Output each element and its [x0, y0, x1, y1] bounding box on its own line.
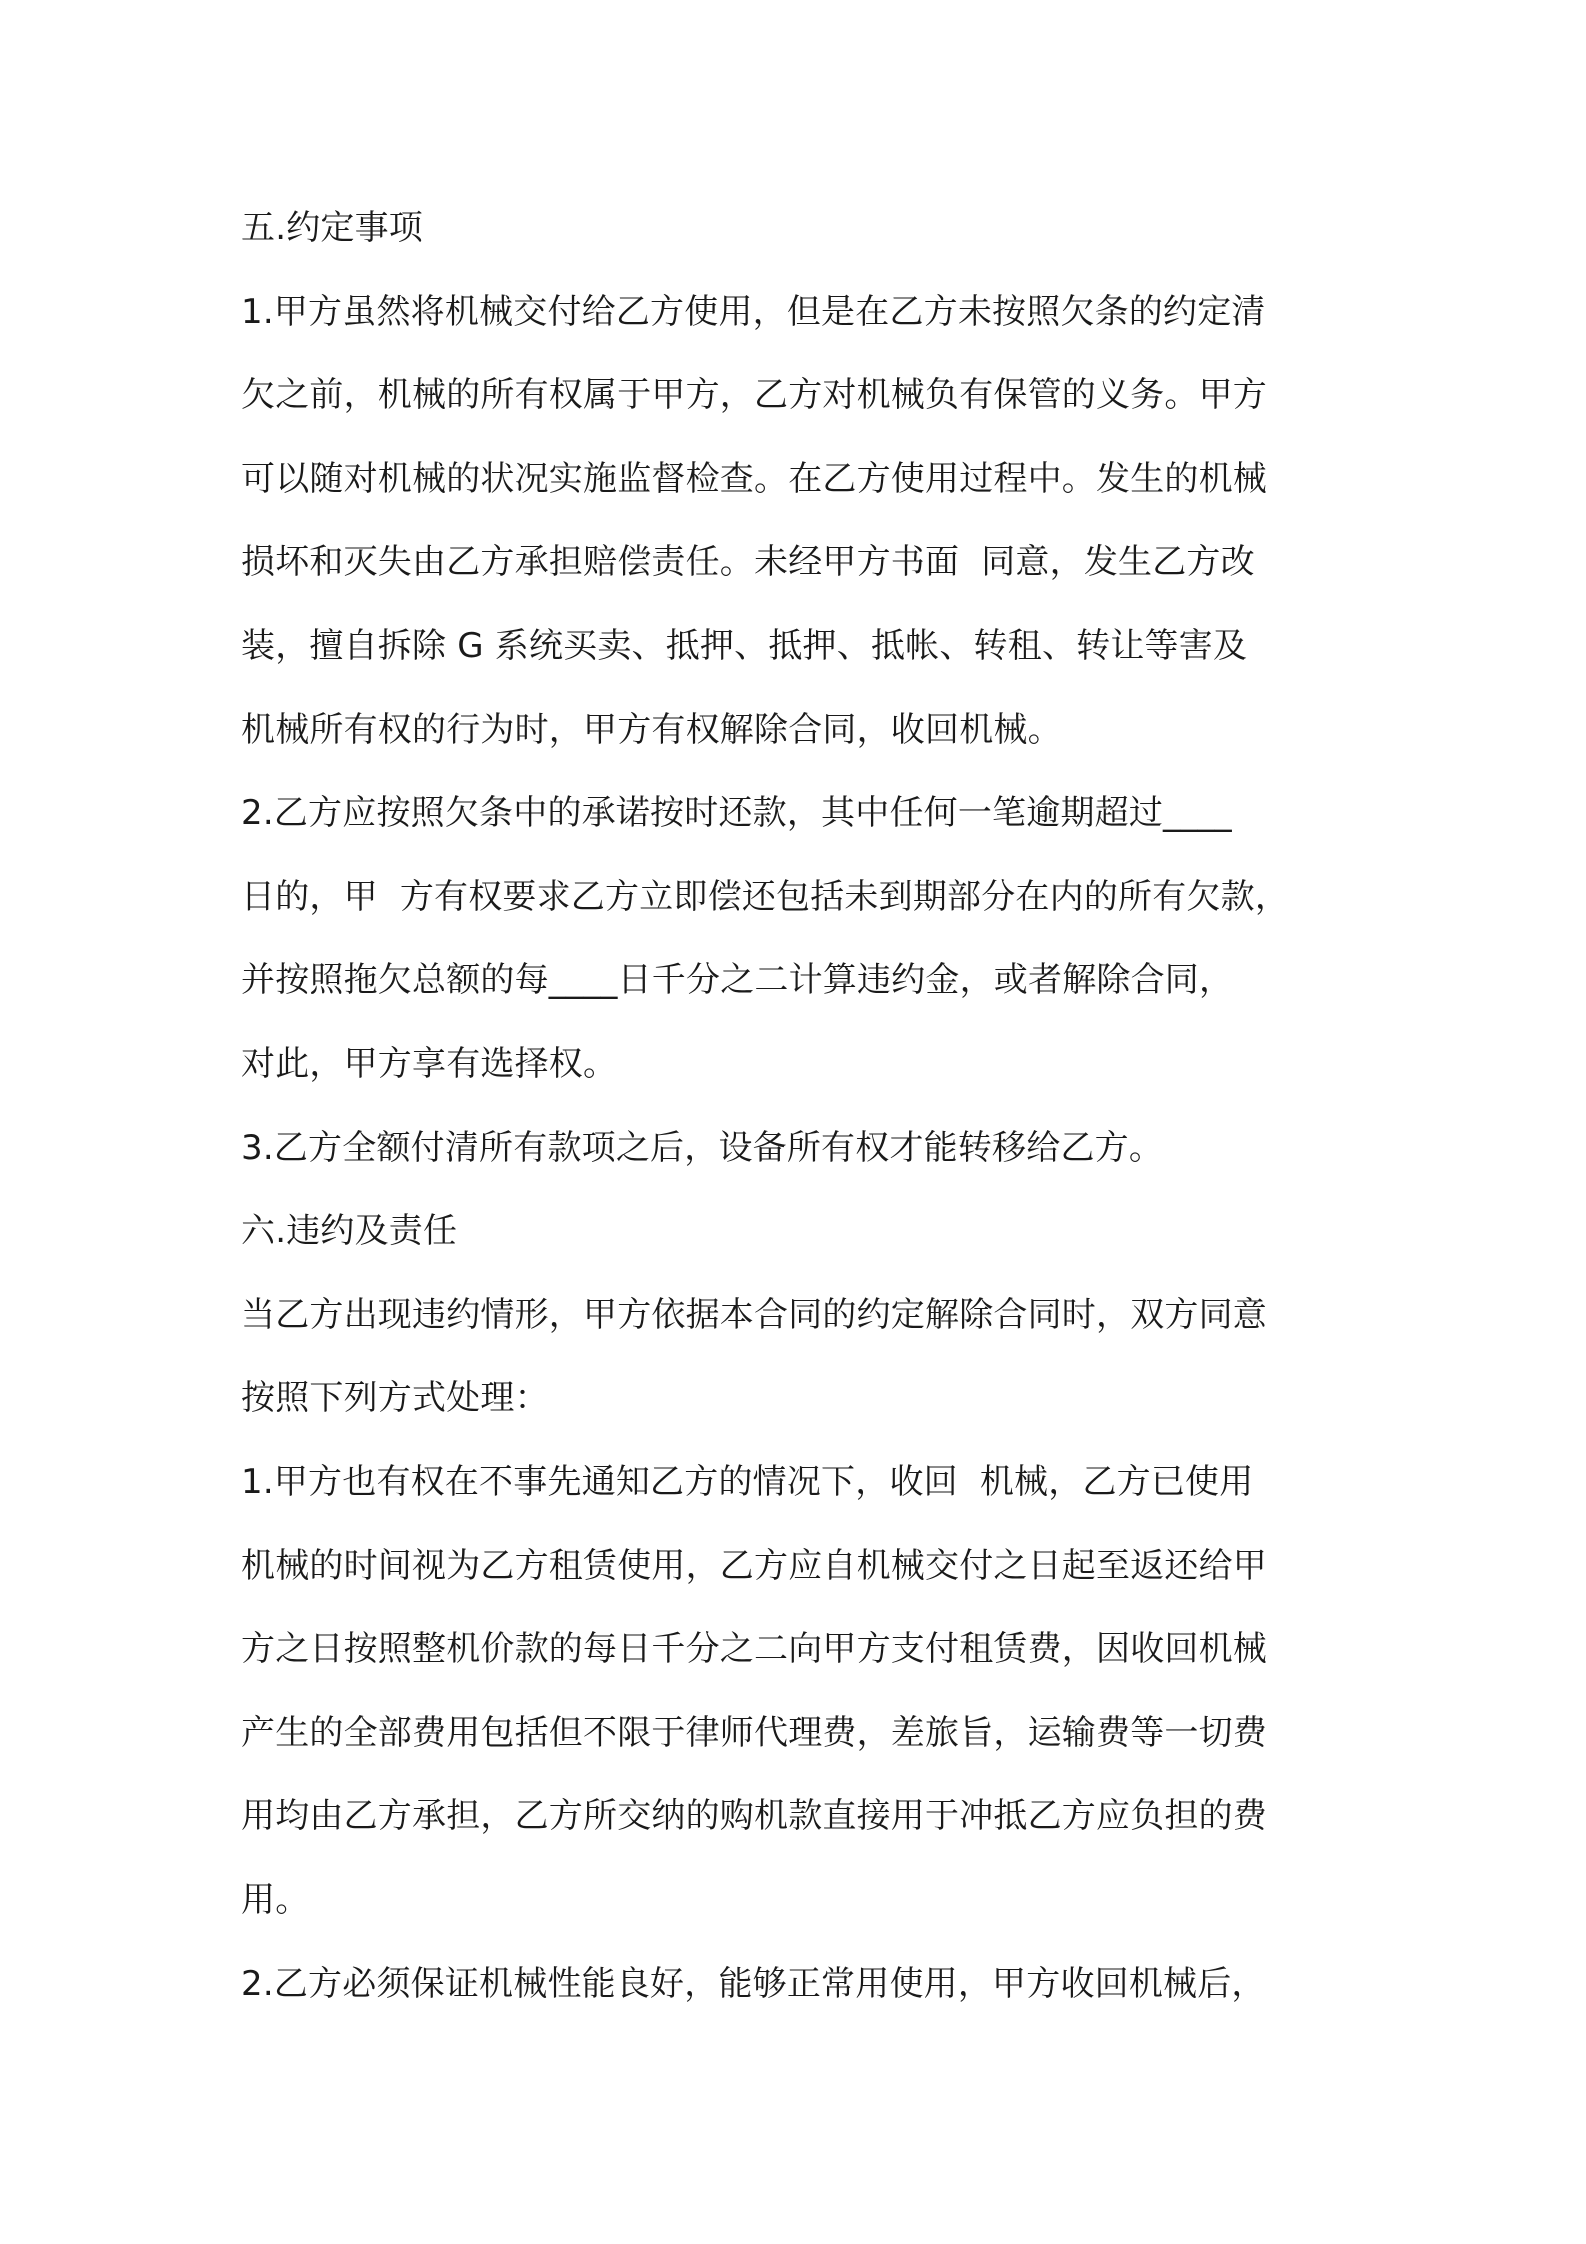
paragraph-line: 机械所有权的行为时，甲方有权解除合同，收回机械。 [241, 710, 1062, 750]
paragraph-line: 装，擅自拆除 G 系统买卖、抵押、抵押、抵帐、转租、转让等害及 [241, 626, 1248, 666]
paragraph-line: 欠之前，机械的所有权属于甲方，乙方对机械负有保管的义务。甲方 [241, 375, 1267, 415]
paragraph-line: 用。 [241, 1880, 310, 1920]
paragraph-line: 产生的全部费用包括但不限于律师代理费，差旅旨，运输费等一切费 [241, 1713, 1267, 1753]
section-heading: 五.约定事项 [241, 208, 424, 248]
paragraph-line: 1.甲方也有权在不事先通知乙方的情况下，收回 机械，乙方已使用 [241, 1462, 1254, 1502]
paragraph-line: 2.乙方应按照欠条中的承诺按时还款，其中任何一笔逾期超过____ [241, 793, 1232, 833]
paragraph-line: 日的，甲 方有权要求乙方立即偿还包括未到期部分在内的所有欠款， [241, 877, 1290, 917]
paragraph-line: 当乙方出现违约情形，甲方依据本合同的约定解除合同时，双方同意 [241, 1295, 1267, 1335]
paragraph-line: 按照下列方式处理： [241, 1378, 549, 1418]
paragraph-line: 1.甲方虽然将机械交付给乙方使用，但是在乙方未按照欠条的约定清 [241, 292, 1266, 332]
paragraph-line: 可以随对机械的状况实施监督检查。在乙方使用过程中。发生的机械 [241, 459, 1267, 499]
paragraph-line: 对此，甲方享有选择权。 [241, 1044, 618, 1084]
paragraph-line: 2.乙方必须保证机械性能良好，能够正常用使用，甲方收回机械后， [241, 1964, 1266, 2004]
paragraph-line: 机械的时间视为乙方租赁使用，乙方应自机械交付之日起至返还给甲 [241, 1546, 1267, 1586]
paragraph-line: 3.乙方全额付清所有款项之后，设备所有权才能转移给乙方。 [241, 1128, 1164, 1168]
paragraph-line: 并按照拖欠总额的每____日千分之二计算违约金，或者解除合同， [241, 960, 1234, 1000]
section-heading: 六.违约及责任 [241, 1211, 458, 1251]
paragraph-line: 用均由乙方承担，乙方所交纳的购机款直接用于冲抵乙方应负担的费 [241, 1796, 1267, 1836]
paragraph-line: 方之日按照整机价款的每日千分之二向甲方支付租赁费，因收回机械 [241, 1629, 1267, 1669]
paragraph-line: 损坏和灭失由乙方承担赔偿责任。未经甲方书面 同意，发生乙方改 [241, 542, 1255, 582]
